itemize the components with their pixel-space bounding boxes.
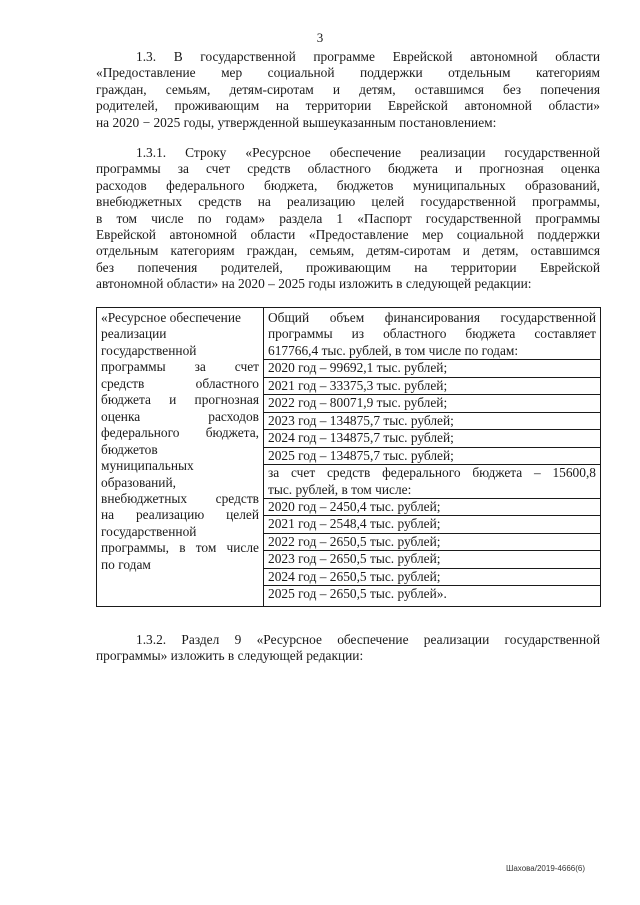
paragraph-line: без попечения родителей, проживающим на территории Еврейской [96, 259, 600, 275]
label-line: средств областного [101, 375, 259, 391]
paragraph-line: отдельным категориям граждан, семьям, детям-сиротам и детям, оставшимся [96, 243, 600, 259]
regional-year-2022: 2022 год – 80071,9 тыс. рублей; [264, 395, 600, 412]
intro-line: программы из областного бюджета составляет [268, 326, 596, 342]
label-line: федерального бюджета, [101, 425, 259, 441]
federal-year-2023: 2023 год – 2650,5 тыс. рублей; [264, 551, 600, 568]
document-stamp: Шахова/2019-4666(6) [506, 864, 586, 873]
federal-budget-intro [264, 465, 600, 499]
label-line: муниципальных [101, 458, 194, 474]
paragraph-line: внебюджетных средств на реализацию целей государственной программы, [96, 194, 600, 210]
paragraph-line: 1.3. В государственной программе Еврейской автономной области [136, 49, 600, 64]
label-line: оценка расходов [101, 408, 259, 424]
label-line: внебюджетных средств [101, 490, 259, 506]
label-line: по годам [101, 556, 151, 572]
regional-year-2024: 2024 год – 134875,7 тыс. рублей; [264, 430, 600, 447]
paragraph-line: «Предоставление мер социальной поддержки отдельным категориям [96, 65, 600, 81]
table-row [97, 308, 601, 607]
intro-line: тыс. рублей, в том числе: [268, 481, 412, 497]
page-number: 3 [316, 30, 324, 45]
paragraph-line: 1.3.1. Строку «Ресурсное обеспечение реализации государственной [136, 145, 600, 160]
row-label-cell [97, 308, 264, 607]
label-line: государственной [101, 523, 197, 539]
label-line: на реализацию целей [101, 507, 259, 523]
paragraph-line: родителей, проживающим на территории Еврейской автономной области» [96, 98, 600, 114]
label-line: реализации [101, 326, 167, 342]
label-line: программы, в том числе [101, 540, 259, 556]
paragraph-line: 1.3.2. Раздел 9 «Ресурсное обеспечение реализации государственной [136, 632, 600, 647]
federal-year-2024: 2024 год – 2650,5 тыс. рублей; [264, 569, 600, 586]
regional-year-2021: 2021 год – 33375,3 тыс. рублей; [264, 378, 600, 395]
label-line: образований, [101, 474, 176, 490]
federal-year-2025: 2025 год – 2650,5 тыс. рублей». [268, 586, 447, 602]
row-value-cell [264, 308, 601, 607]
paragraph-line: автономной области» на 2020 – 2025 годы изложить в следующей редакции: [96, 276, 532, 292]
label-line: бюджета и прогнозная [101, 392, 259, 408]
paragraph-line: на 2020 − 2025 годы, утвержденной вышеуказанным постановлением: [96, 114, 497, 130]
intro-line: Общий объем финансирования государственной [268, 310, 596, 325]
section-1-3-2-paragraph [96, 632, 600, 665]
regional-budget-intro [264, 310, 600, 360]
label-line: «Ресурсное обеспечение [101, 310, 241, 325]
paragraph-line: в том числе по годам» раздела 1 «Паспорт государственной программы [96, 210, 600, 226]
section-1-3-1-paragraph [96, 145, 600, 293]
paragraph-line: расходов федерального бюджета, бюджетов муниципальных образований, [96, 177, 600, 193]
label-line: государственной [101, 342, 197, 358]
federal-year-2020: 2020 год – 2450,4 тыс. рублей; [264, 499, 600, 516]
regional-year-2025: 2025 год – 134875,7 тыс. рублей; [264, 448, 600, 465]
federal-year-2022: 2022 год – 2650,5 тыс. рублей; [264, 534, 600, 551]
regional-year-2023: 2023 год – 134875,7 тыс. рублей; [264, 413, 600, 430]
intro-line: 617766,4 тыс. рублей, в том числе по годам: [268, 342, 519, 358]
label-line: программы за счет [101, 359, 259, 375]
label-line: бюджетов [101, 441, 158, 457]
federal-year-2021: 2021 год – 2548,4 тыс. рублей; [264, 516, 600, 533]
paragraph-line: Еврейской автономной области «Предоставление мер социальной поддержки [96, 227, 600, 243]
regional-year-2020: 2020 год – 99692,1 тыс. рублей; [264, 360, 600, 377]
intro-line: за счет средств федерального бюджета – 15600,8 [268, 465, 596, 481]
resource-provision-table [96, 307, 601, 607]
paragraph-line: граждан, семьям, детям-сиротам и детям, оставшимся без попечения [96, 81, 600, 97]
paragraph-line: программы за счет средств областного бюджета и прогнозная оценка [96, 161, 600, 177]
paragraph-line: программы» изложить в следующей редакции: [96, 648, 364, 664]
section-1-3-paragraph [96, 49, 600, 131]
